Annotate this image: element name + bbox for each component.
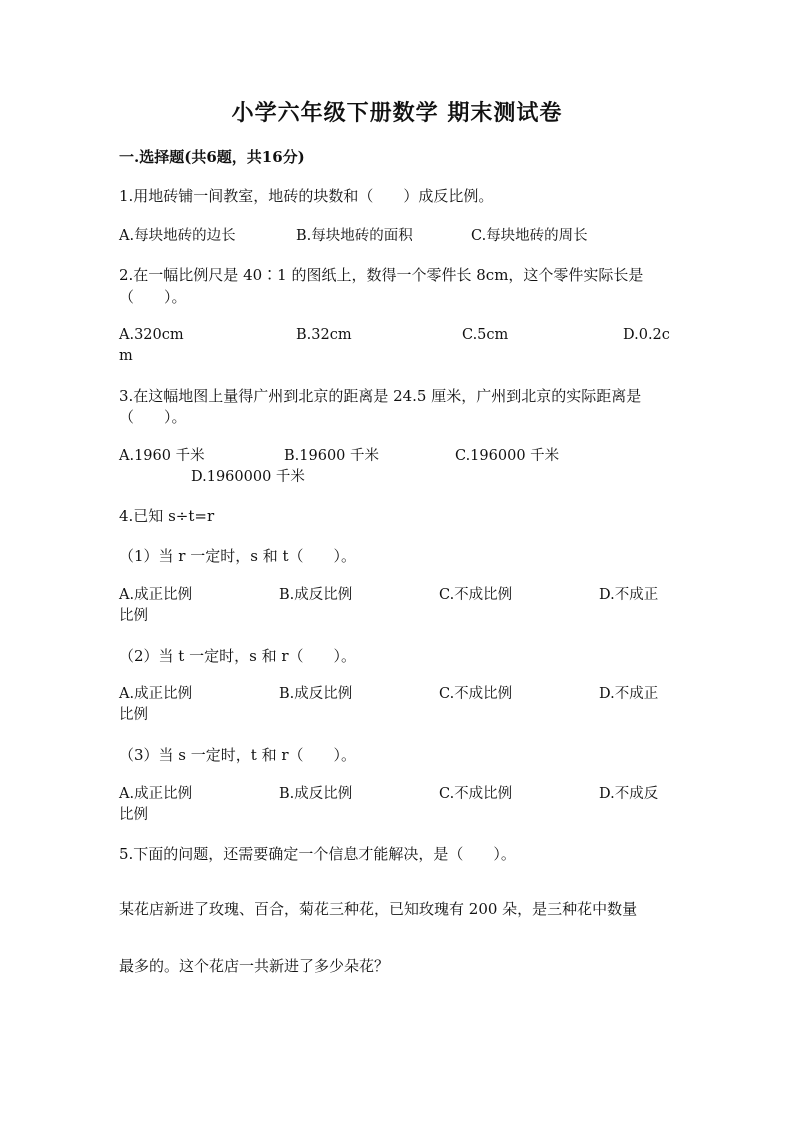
question-4-stem: 4.已知 s÷t=r [119,507,215,525]
q4-sub2-option-a: A.成正比例 [119,686,193,702]
q4-sub3-option-a: A.成正比例 [119,786,193,802]
q4-sub3-option-b: B.成反比例 [279,786,353,802]
question-5-stem: 5.下面的问题，还需要确定一个信息才能解决，是（ ）。 [119,845,516,863]
question-2-stem-line1: 2.在一幅比例尺是 40∶1 的图纸上，数得一个零件长 8cm，这个零件实际长是 [119,266,644,284]
q4-sub2-option-c: C.不成比例 [439,686,513,702]
question-1-stem: 1.用地砖铺一间教室，地砖的块数和（ ）成反比例。 [119,187,494,205]
section-heading: 一.选择题(共6题，共16分) [119,148,305,166]
q4-sub1-option-c: C.不成比例 [439,587,513,603]
q3-option-d: D.1960000 千米 [191,469,305,485]
q4-sub2-option-d: D.不成正 [599,686,659,702]
q3-option-a: A.1960 千米 [119,448,205,464]
q4-sub3-option-d-wrap: 比例 [119,807,148,823]
q1-option-c: C.每块地砖的周长 [471,228,588,244]
q4-sub1-option-d-wrap: 比例 [119,608,148,624]
q4-sub1-option-a: A.成正比例 [119,587,193,603]
q4-sub1-option-b: B.成反比例 [279,587,353,603]
q3-option-c: C.196000 千米 [455,448,560,464]
q4-sub3-option-c: C.不成比例 [439,786,513,802]
q2-option-c: C.5cm [462,327,509,343]
q2-option-a: A.320cm [119,327,184,343]
q4-sub3-option-d: D.不成反 [599,786,659,802]
question-3-stem-line2: （ ）。 [119,408,187,426]
q2-option-b: B.32cm [296,327,352,343]
q4-sub1-option-d: D.不成正 [599,587,659,603]
question-4-sub3-stem: （3）当 s 一定时，t 和 r（ ）。 [119,746,357,764]
question-4-sub1-stem: （1）当 r 一定时，s 和 t（ ）。 [119,547,357,565]
q3-option-b: B.19600 千米 [284,448,380,464]
q4-sub2-option-b: B.成反比例 [279,686,353,702]
q4-sub2-option-d-wrap: 比例 [119,707,148,723]
question-4-sub2-stem: （2）当 t 一定时，s 和 r（ ）。 [119,647,357,665]
question-5-problem-line2: 最多的。这个花店一共新进了多少朵花？ [119,957,390,975]
page-title: 小学六年级下册数学 期末测试卷 [231,100,563,126]
q1-option-b: B.每块地砖的面积 [296,228,413,244]
question-2-stem-line2: （ ）。 [119,288,187,306]
question-5-problem-line1: 某花店新进了玫瑰、百合，菊花三种花，已知玫瑰有 200 朵，是三种花中数量 [119,900,638,918]
q2-option-d-wrap: m [119,348,133,364]
q2-option-d: D.0.2c [623,327,670,343]
q1-option-a: A.每块地砖的边长 [119,228,236,244]
question-3-stem-line1: 3.在这幅地图上量得广州到北京的距离是 24.5 厘米，广州到北京的实际距离是 [119,387,642,405]
